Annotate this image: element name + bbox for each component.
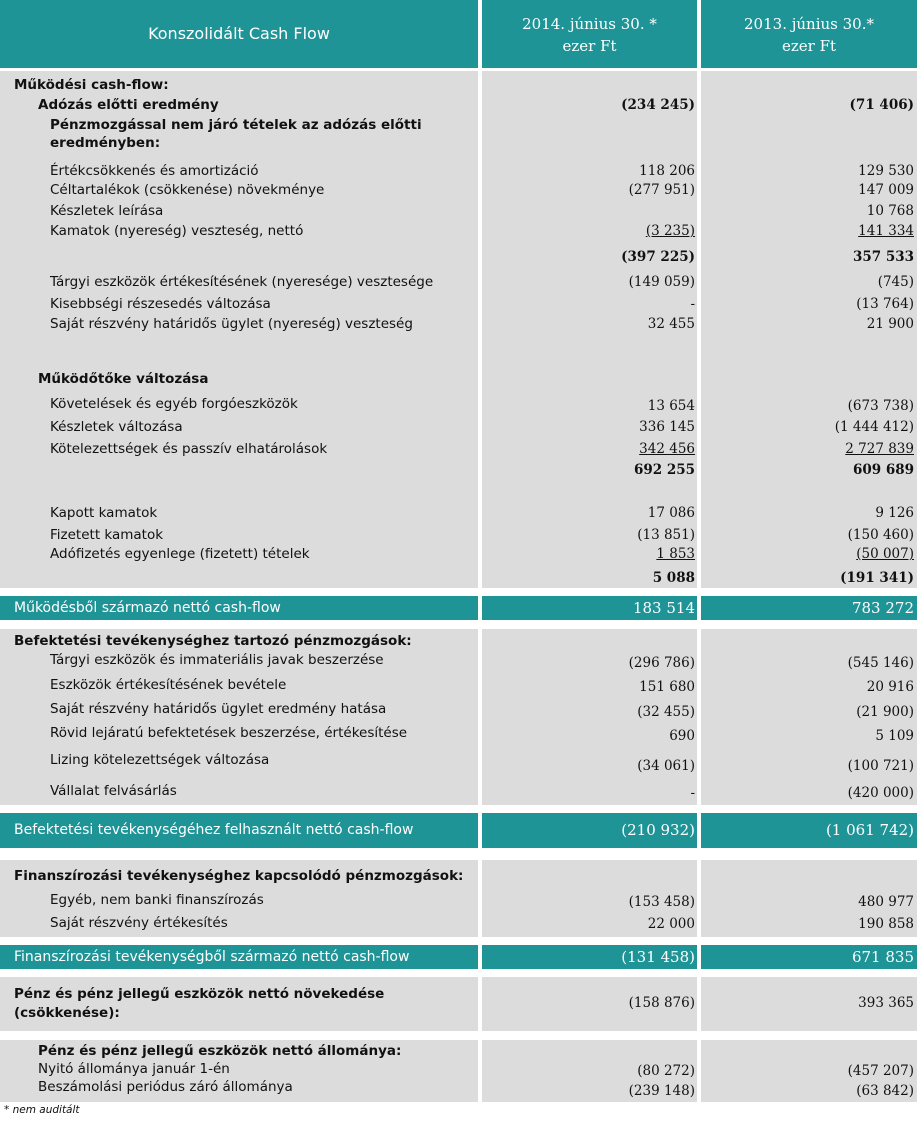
col1-unit: ezer Ft bbox=[562, 37, 617, 55]
col1-period: 2014. június 30. * bbox=[522, 15, 657, 33]
col1-header bbox=[482, 13, 697, 57]
table-title: Konszolidált Cash Flow bbox=[148, 24, 330, 43]
col2-header bbox=[701, 13, 917, 57]
col2-unit: ezer Ft bbox=[781, 37, 837, 55]
col2-period: 2013. június 30.* bbox=[744, 15, 874, 33]
footnote: * nem auditált bbox=[4, 1104, 80, 1116]
cash-flow-statement: Konszolidált Cash Flow 2014. június 30. * ezer Ft 2013. június 30.* ezer Ft Működési cash-flow: Adózás előtti eredmény (234 245) (71 406) Pénzmozgással nem járó tételek az adózás előtti eredményben: Értékcsökkenés és amortizáció 118 206 129 530 Céltartalékok (csökkenése) növekménye (277 951) 147 009 Készletek leírása 10 768 Kamatok (nyereség) veszteség, nettó (3 235) 141 334 (397 225) 357 533 Tárgyi eszközök értékesítésének (nyeresége) vesztesége (149 059) (745) Kisebbségi részesedés változása - (13 764) Saját részvény határidős ügylet (nyereség) veszteség 32 455 21 900 Működőtőke változása Követelések és egyéb forgóeszközök 13 654 (673 738) Készletek változása 336 145 (1 444 412) Kötelezettségek és passzív elhatárolások 342 456 2 727 839 692 255 609 689 Kapott kamatok 17 086 9 126 Fizetett kamatok (13 851) (150 460) Adófizetés egyenlege (fizetett) tételek 1 853 (50 007) 5 088 (191 341) Működésből származó nettó cash-flow 183 514 783 272 Befektetési tevékenységhez tartozó pénzmozgások: Tárgyi eszközök és immateriális javak beszerzése (296 786) (545 146) Eszközök értékesítésének bevétele 151 680 20 916 Saját részvény határidős ügylet eredmény hatása (32 455) (21 900) Rövid lejáratú befektetések beszerzése, értékesítése 690 5 109 Lizing kötelezettségek változása (34 061) (100 721) Vállalat felvásárlás - (420 000) Befektetési tevékenységéhez felhasznált nettó cash-flow (210 932) (1 061 742) Finanszírozási tevékenységhez kapcsolódó pénzmozgások: Egyéb, nem banki finanszírozás (153 458) 480 977 Saját részvény értékesítés 22 000 190 858 Finanszírozási tevékenységből származó nettó cash-flow (131 458) 671 835 Pénz és pénz jellegű eszközök nettó növekedése (158 876) 393 365 (csökkenése): Pénz és pénz jellegű eszközök nettó állománya: Nyitó állománya január 1-én (80 272) (457 207) Beszámolási periódus záró állománya (239 148) (63 842) * nem auditált bbox=[0, 0, 917, 1138]
